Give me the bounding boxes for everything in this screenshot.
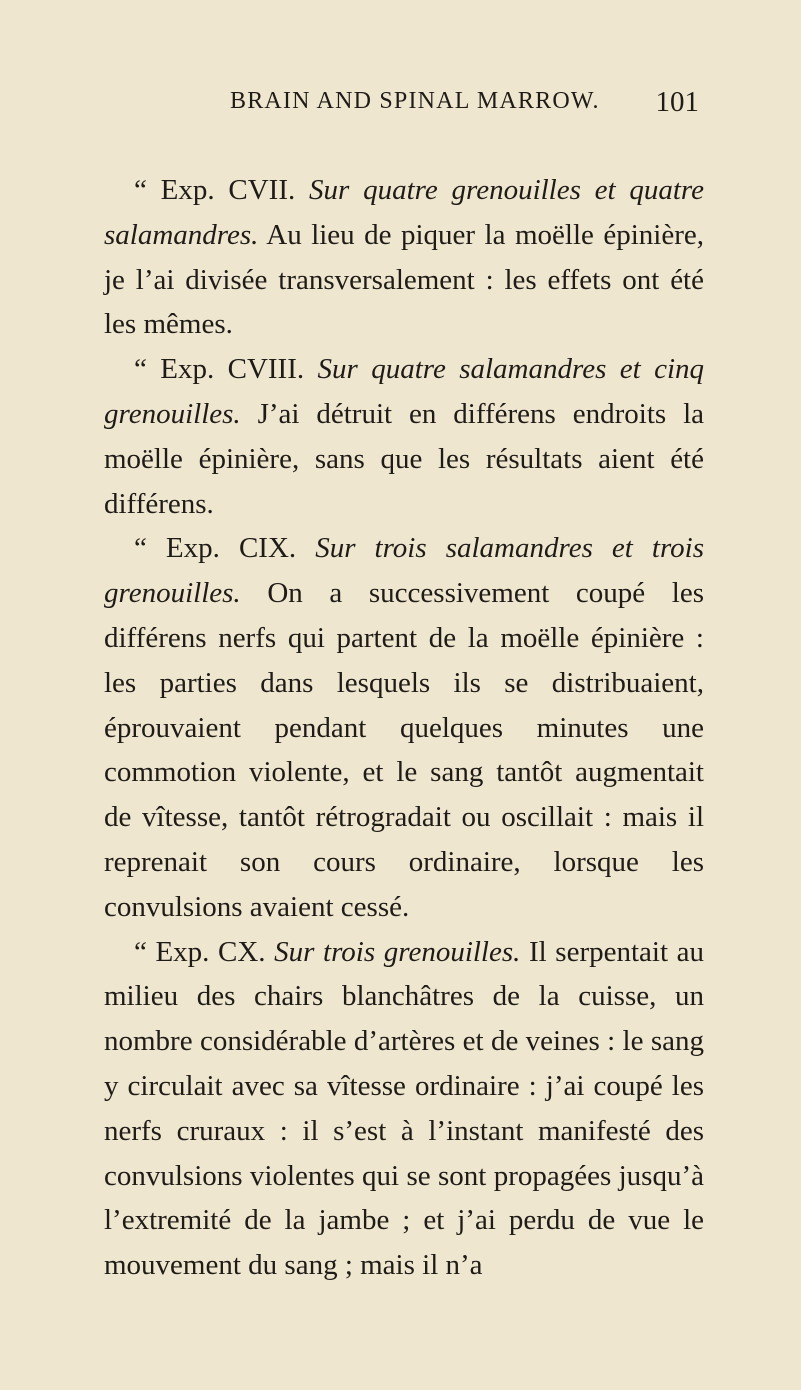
experiment-body: On a successivement coupé les différens nerfs qui partent de la moëlle épinière : les parties dans lesquels ils se distribuaient, éprouvaient pendant quelques minutes une commotion violente, et le sang tantôt augmentait de vîtesse, tantôt rétrogradait ou oscillait : mais il reprenait son cours ordinaire, lorsque les convulsions avaient cessé. — [104, 577, 704, 923]
experiment-paragraph-cix — [104, 526, 704, 929]
running-title: BRAIN AND SPINAL MARROW. — [230, 88, 600, 114]
experiment-body: Au lieu de piquer la moëlle épinière, je l’ai divisée transversalement : les effets ont été les mêmes. — [104, 218, 704, 341]
experiment-label: “ Exp. CIX. — [134, 532, 297, 565]
experiment-paragraph-cx — [104, 930, 704, 1288]
experiment-label: “ Exp. CVII. — [134, 174, 296, 206]
experiment-title: Sur quatre salamandres et cinq grenouilles. — [104, 353, 705, 430]
experiment-title: Sur quatre grenouilles et quatre salamandres. — [104, 174, 705, 251]
experiment-label: “ Exp. CVIII. — [134, 353, 305, 386]
experiment-paragraph-cviii — [104, 347, 704, 526]
body-text — [104, 168, 704, 1288]
experiment-title: Sur trois salamandres et trois grenouilles. — [104, 532, 705, 610]
experiment-body: J’ai détruit en différens endroits la moëlle épinière, sans que les résultats aient été différens. — [104, 397, 704, 520]
experiment-title: Sur trois grenouilles. — [274, 935, 521, 968]
experiment-paragraph-cvii — [104, 168, 704, 347]
experiment-body: Il serpentait au milieu des chairs blanchâtres de la cuisse, un nombre considérable d’artères et de veines : le sang y circulait avec sa vîtesse ordinaire : j’ai coupé les nerfs cruraux : il s’est à l’instant manifesté des convulsions violentes qui se sont propagées jusqu’à l’extremité de la jambe ; et j’ai perdu de vue le mouvement du sang ; mais il n’a — [104, 935, 704, 1282]
experiment-label: “ Exp. CX. — [134, 935, 266, 968]
page-number: 101 — [655, 86, 699, 118]
